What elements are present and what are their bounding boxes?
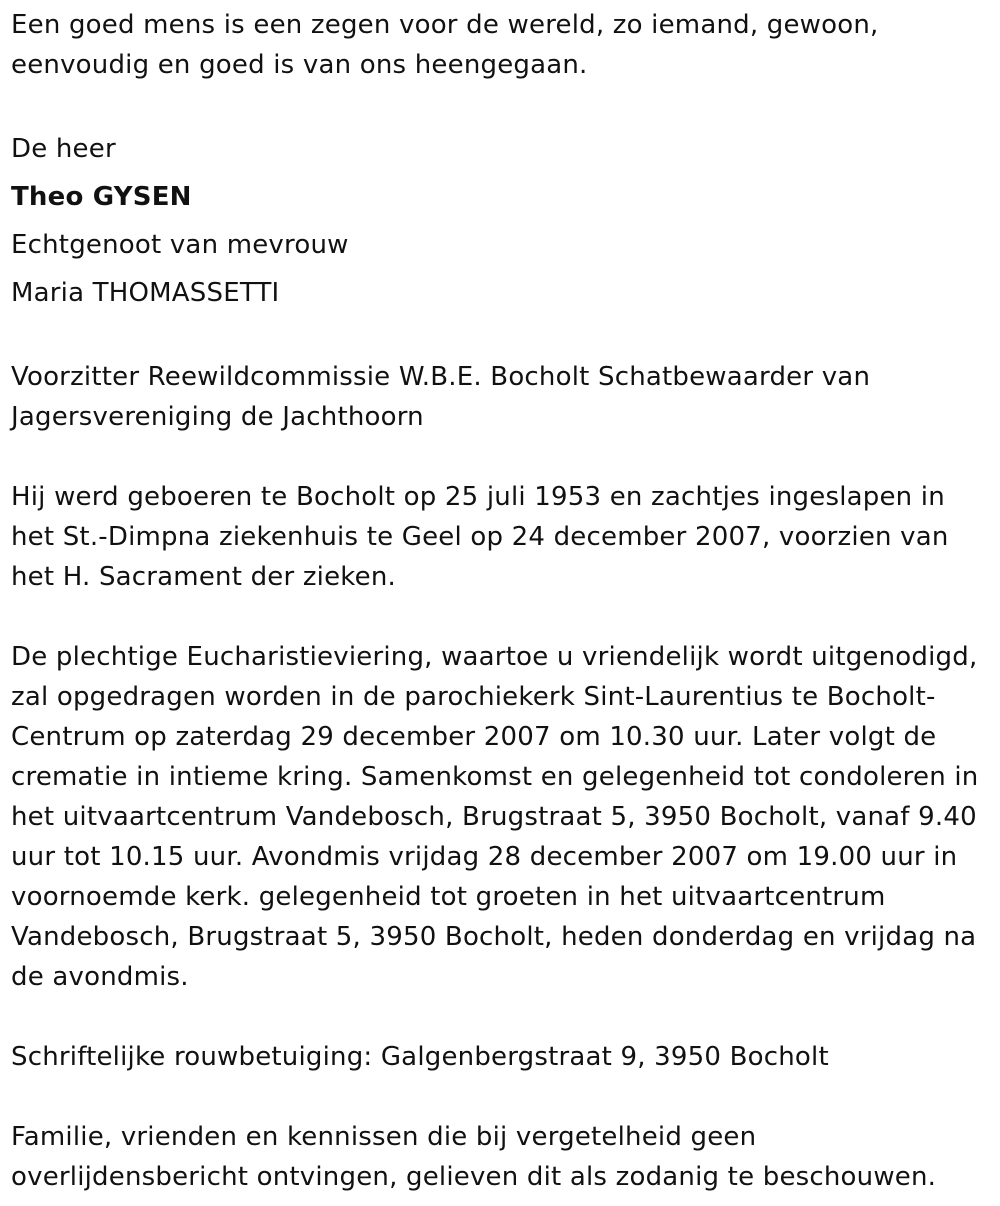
ceremony-paragraph: De plechtige Eucharistieviering, waartoe u vriendelijk wordt uitgenodigd, zal opgedragen worden in de parochiekerk Sint-Laurentius te Bocholt-Centrum op zaterdag 29 december 2007 om 10.30 uur. Later volgt de crematie in intieme kring. Samenkomst en gelegenheid tot condoleren in het uitvaartcentrum Vandebosch, Brugstraat 5, 3950 Bocholt, vanaf 9.40 uur tot 10.15 uur. Avondmis vrijdag 28 december 2007 om 19.00 uur in voornoemde kerk. gelegenheid tot groeten in het uitvaartcentrum Vandebosch, Brugstraat 5, 3950 Bocholt, heden donderdag en vrijdag na de avondmis. <box>11 642 979 992</box>
closing-paragraph: Familie, vrienden en kennissen die bij vergetelheid geen overlijdensbericht ontvingen, gelieven dit als zodanig te beschouwen. <box>11 1122 937 1192</box>
spacer <box>11 85 991 125</box>
obituary-text <box>11 5 991 1197</box>
functions-paragraph: Voorzitter Reewildcommissie W.B.E. Bocholt Schatbewaarder van Jagersvereniging de Jachthoorn <box>11 362 871 432</box>
spacer <box>11 597 991 637</box>
condolence-address: Schriftelijke rouwbetuiging: Galgenbergstraat 9, 3950 Bocholt <box>11 1042 829 1072</box>
intro-paragraph: Een goed mens is een zegen voor de wereld, zo iemand, gewoon, eenvoudig en goed is van ons heengegaan. <box>11 10 879 80</box>
spacer <box>11 317 991 357</box>
spacer <box>11 1077 991 1117</box>
spacer <box>11 437 991 477</box>
spacer <box>11 997 991 1037</box>
deceased-name: Theo GYSEN <box>11 182 192 212</box>
birth-death-paragraph: Hij werd geboeren te Bocholt op 25 juli 1953 en zachtjes ingeslapen in het St.-Dimpna ziekenhuis te Geel op 24 december 2007, voorzien van het H. Sacrament der zieken. <box>11 482 949 592</box>
spouse-name: Maria THOMASSETTI <box>11 278 280 308</box>
spouse-label: Echtgenoot van mevrouw <box>11 230 349 260</box>
salutation: De heer <box>11 134 116 164</box>
